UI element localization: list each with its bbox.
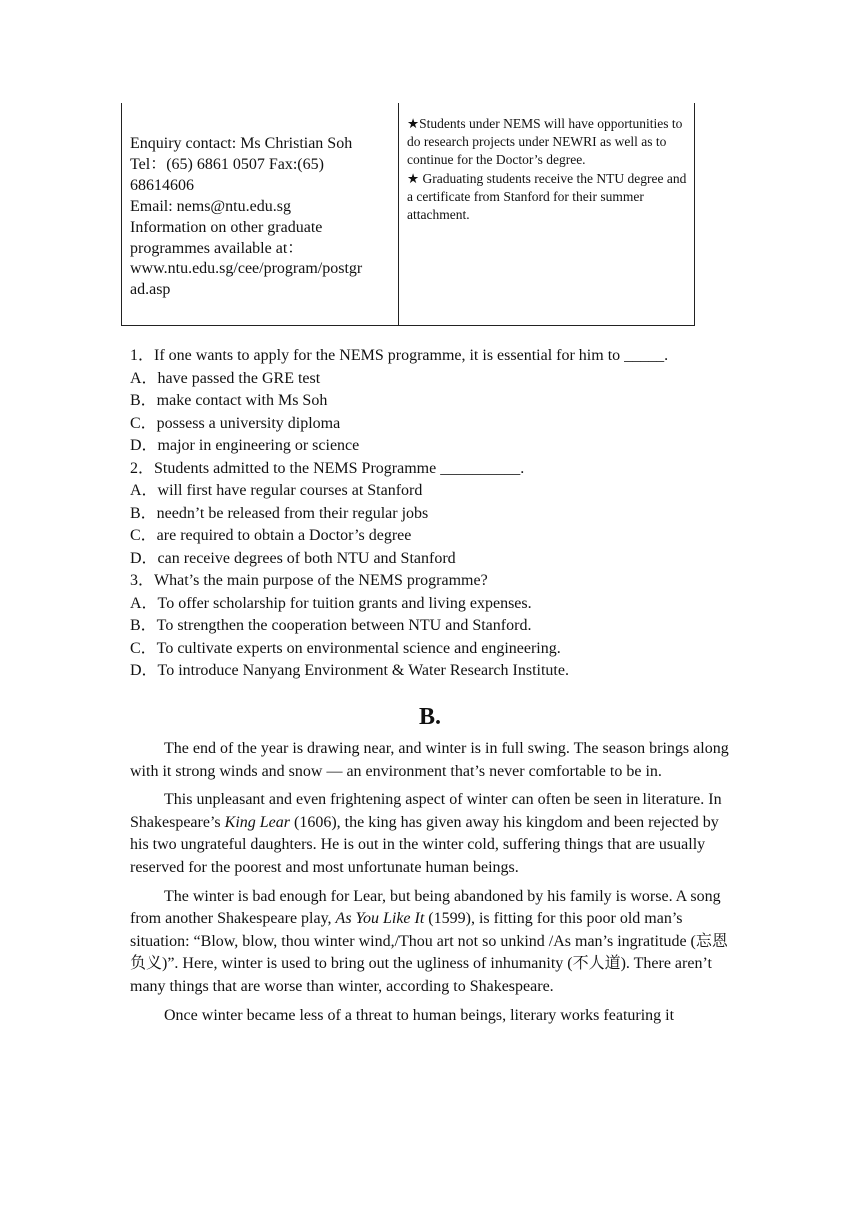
answer-option: B．needn’t be released from their regular jobs: [130, 504, 429, 522]
answer-option: D．major in engineering or science: [130, 437, 360, 454]
question-stem: 1．If one wants to apply for the NEMS programme, it is essential for him to _____.: [130, 347, 669, 364]
passage-paragraph: [130, 886, 730, 999]
answer-option: C．are required to obtain a Doctor’s degree: [130, 527, 412, 544]
passage-paragraph: Once winter became less of a threat to human beings, literary works featuring it: [164, 1006, 675, 1024]
answer-option: C．possess a university diploma: [130, 414, 341, 432]
benefit-item: ★ Graduating students receive the NTU degree and a certificate from Stanford for their summer attachment.: [407, 170, 687, 223]
answer-option: A．have passed the GRE test: [130, 369, 321, 387]
answer-option: C．To cultivate experts on environmental science and engineering.: [130, 639, 561, 657]
paragraph-text: The winter is bad enough for Lear, but being abandoned by his family is worse. A song from another Shakespeare play,: [130, 887, 721, 928]
play-title: As You Like It: [335, 910, 425, 928]
programme-info-table: [121, 103, 695, 326]
paragraph-text: (1606), the king has given away his kingdom and been rejected by his two ungrateful daughters. He is out in the winter cold, suffering things that are usually reserved for the poorest and most unfortunate human beings.: [130, 813, 719, 876]
contact-line: ad.asp: [130, 281, 171, 299]
reading-passage: [130, 738, 730, 1033]
question-stem: 2．Students admitted to the NEMS Programme __________.: [130, 459, 525, 477]
contact-line: programmes available at：: [130, 239, 304, 257]
benefit-item: ★Students under NEMS will have opportunities to do research projects under NEWRI as well as to continue for the Doctor’s degree.: [407, 116, 683, 168]
passage-paragraph: [130, 789, 730, 879]
table-column-divider: [398, 103, 399, 325]
paragraph-text: This unpleasant and even frightening aspect of winter can often be seen in literature. In Shakespeare’s: [130, 791, 722, 831]
answer-option: B．make contact with Ms Soh: [130, 392, 328, 409]
contact-info-cell: [130, 134, 392, 301]
benefits-cell: [407, 115, 689, 224]
question-stem: 3．What’s the main purpose of the NEMS programme?: [130, 572, 488, 589]
question-list: [130, 345, 750, 683]
contact-line: Enquiry contact: Ms Christian Soh: [130, 135, 353, 152]
contact-line: www.ntu.edu.sg/cee/program/postgr: [130, 260, 363, 278]
answer-option: D．can receive degrees of both NTU and Stanford: [130, 549, 456, 567]
answer-option: A．To offer scholarship for tuition grants and living expenses.: [130, 594, 532, 612]
section-heading: B.: [418, 704, 441, 730]
answer-option: B．To strengthen the cooperation between NTU and Stanford.: [130, 617, 532, 634]
answer-option: A．will first have regular courses at Stanford: [130, 482, 423, 499]
answer-option: D．To introduce Nanyang Environment & Water Research Institute.: [130, 662, 569, 679]
passage-paragraph: The end of the year is drawing near, and winter is in full swing. The season brings along with it strong winds and snow — an environment that’s never comfortable to be in.: [130, 740, 729, 780]
play-title: King Lear: [224, 813, 290, 831]
contact-line: Tel：(65) 6861 0507 Fax:(65): [130, 155, 324, 173]
contact-line: 68614606: [130, 176, 194, 194]
contact-line: Email: nems@ntu.edu.sg: [130, 197, 291, 215]
contact-line: Information on other graduate: [130, 218, 323, 236]
paragraph-text: (1599), is fitting for this poor old man’s situation: “Blow, blow, thou winter wind,/Thou art not so unkind /As man’s ingratitude (忘恩负义)”. Here, winter is used to bring out the ugliness of inhumanity (不人道). There aren’t many things that are worse than winter, according to Shakespeare.: [130, 910, 728, 995]
